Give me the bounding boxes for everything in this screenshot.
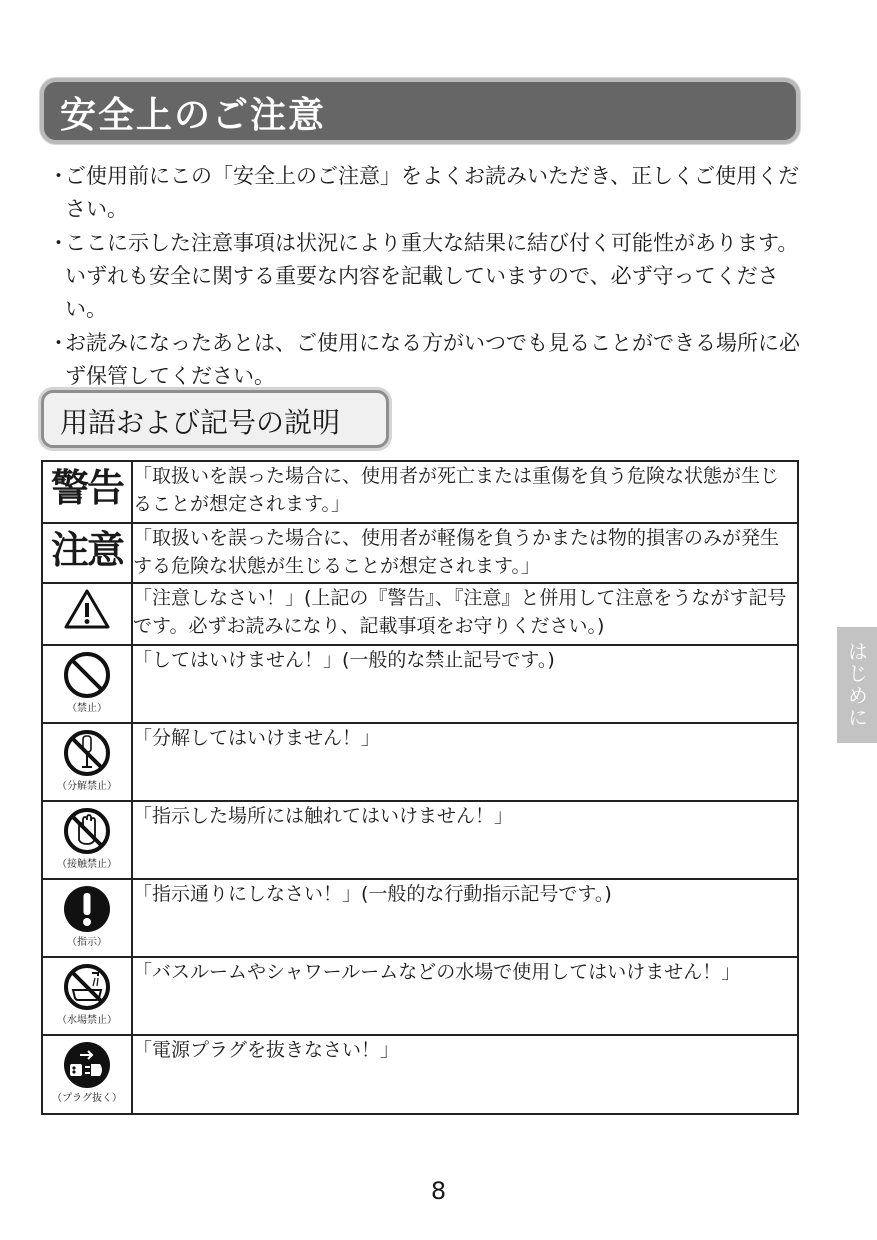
unplug-icon: [62, 1040, 112, 1090]
legend-symbol-cell: [42, 1035, 132, 1114]
icon-caption: （接触禁止）: [57, 859, 117, 870]
intro-bullet-text: ご使用前にこの「安全上のご注意」をよくお読みいただき、正しくご使用ください。: [65, 164, 800, 221]
no-wet-area-icon: [62, 962, 112, 1012]
page-number: 8: [430, 1177, 447, 1205]
caution-triangle-icon: [63, 588, 111, 630]
legend-description: 「分解してはいけません！」: [132, 723, 798, 801]
legend-row-no-wet-area: [42, 957, 798, 1035]
intro-bullet-item: [48, 327, 808, 393]
no-disassembly-icon: [62, 728, 112, 778]
section-title: 安全上のご注意: [60, 95, 327, 136]
chapter-side-tab-label: はじめに: [844, 641, 869, 729]
icon-caption: （禁止）: [67, 703, 107, 714]
symbol-legend-table: [41, 460, 799, 1115]
bullet-mark: ・: [48, 331, 69, 355]
icon-caption: （プラグ抜く）: [52, 1093, 122, 1104]
legend-description: 「指示した場所には触れてはいけません！」: [132, 801, 798, 879]
legend-row-warning: [42, 461, 798, 523]
intro-bullet-text: お読みになったあとは、ご使用になる方がいつでも見ることができる場所に必ず保管してください。: [65, 331, 800, 388]
legend-row-caution-symbol: [42, 583, 798, 645]
legend-row-caution: [42, 523, 798, 583]
legend-symbol-cell: [42, 583, 132, 645]
icon-caption: （指示）: [67, 937, 107, 948]
icon-caption: （分解禁止）: [57, 781, 117, 792]
legend-symbol-cell: [42, 723, 132, 801]
legend-symbol-cell: [42, 801, 132, 879]
legend-symbol-cell: [42, 523, 132, 583]
intro-bullet-text: ここに示した注意事項は状況により重大な結果に結び付く可能性があります。いずれも安全に関する重要な内容を記載していますので、必ず守ってください。: [65, 231, 799, 321]
legend-description: 「電源プラグを抜きなさい！」: [132, 1035, 798, 1114]
legend-description: 「注意しなさい！」(上記の『警告』、『注意』と併用して注意をうながす記号です。必ずお読みになり、記載事項をお守りください。): [132, 583, 798, 645]
terms-subtitle: 用語および記号の説明: [60, 406, 341, 439]
intro-bullet-item: [48, 227, 808, 326]
legend-description: 「指示通りにしなさい！」(一般的な行動指示記号です。): [132, 879, 798, 957]
intro-bullet-item: [48, 160, 808, 226]
legend-row-no-disassembly: [42, 723, 798, 801]
intro-bullet-list: [48, 160, 808, 394]
prohibition-icon: [62, 650, 112, 700]
terms-subtitle-box: [41, 390, 389, 448]
mandatory-action-icon: [62, 884, 112, 934]
legend-description: 「してはいけません！」(一般的な禁止記号です。): [132, 645, 798, 723]
legend-description: 「取扱いを誤った場合に、使用者が死亡または重傷を負う危険な状態が生じることが想定されます。」: [132, 461, 798, 523]
warning-word: 警告: [50, 466, 123, 510]
legend-row-prohibition: [42, 645, 798, 723]
legend-row-no-touch: [42, 801, 798, 879]
chapter-side-tab: [837, 627, 877, 743]
bullet-mark: ・: [48, 164, 69, 188]
caution-word: 注意: [50, 528, 123, 572]
legend-description: 「バスルームやシャワールームなどの水場で使用してはいけません！」: [132, 957, 798, 1035]
bullet-mark: ・: [48, 231, 69, 255]
legend-symbol-cell: [42, 461, 132, 523]
no-touch-icon: [62, 806, 112, 856]
legend-symbol-cell: [42, 645, 132, 723]
section-title-bar: [40, 78, 800, 144]
icon-caption: （水場禁止）: [57, 1015, 117, 1026]
legend-symbol-cell: [42, 957, 132, 1035]
legend-row-unplug: [42, 1035, 798, 1114]
legend-symbol-cell: [42, 879, 132, 957]
legend-row-mandatory: [42, 879, 798, 957]
legend-description: 「取扱いを誤った場合に、使用者が軽傷を負うかまたは物的損害のみが発生する危険な状態が生じることが想定されます。」: [132, 523, 798, 583]
